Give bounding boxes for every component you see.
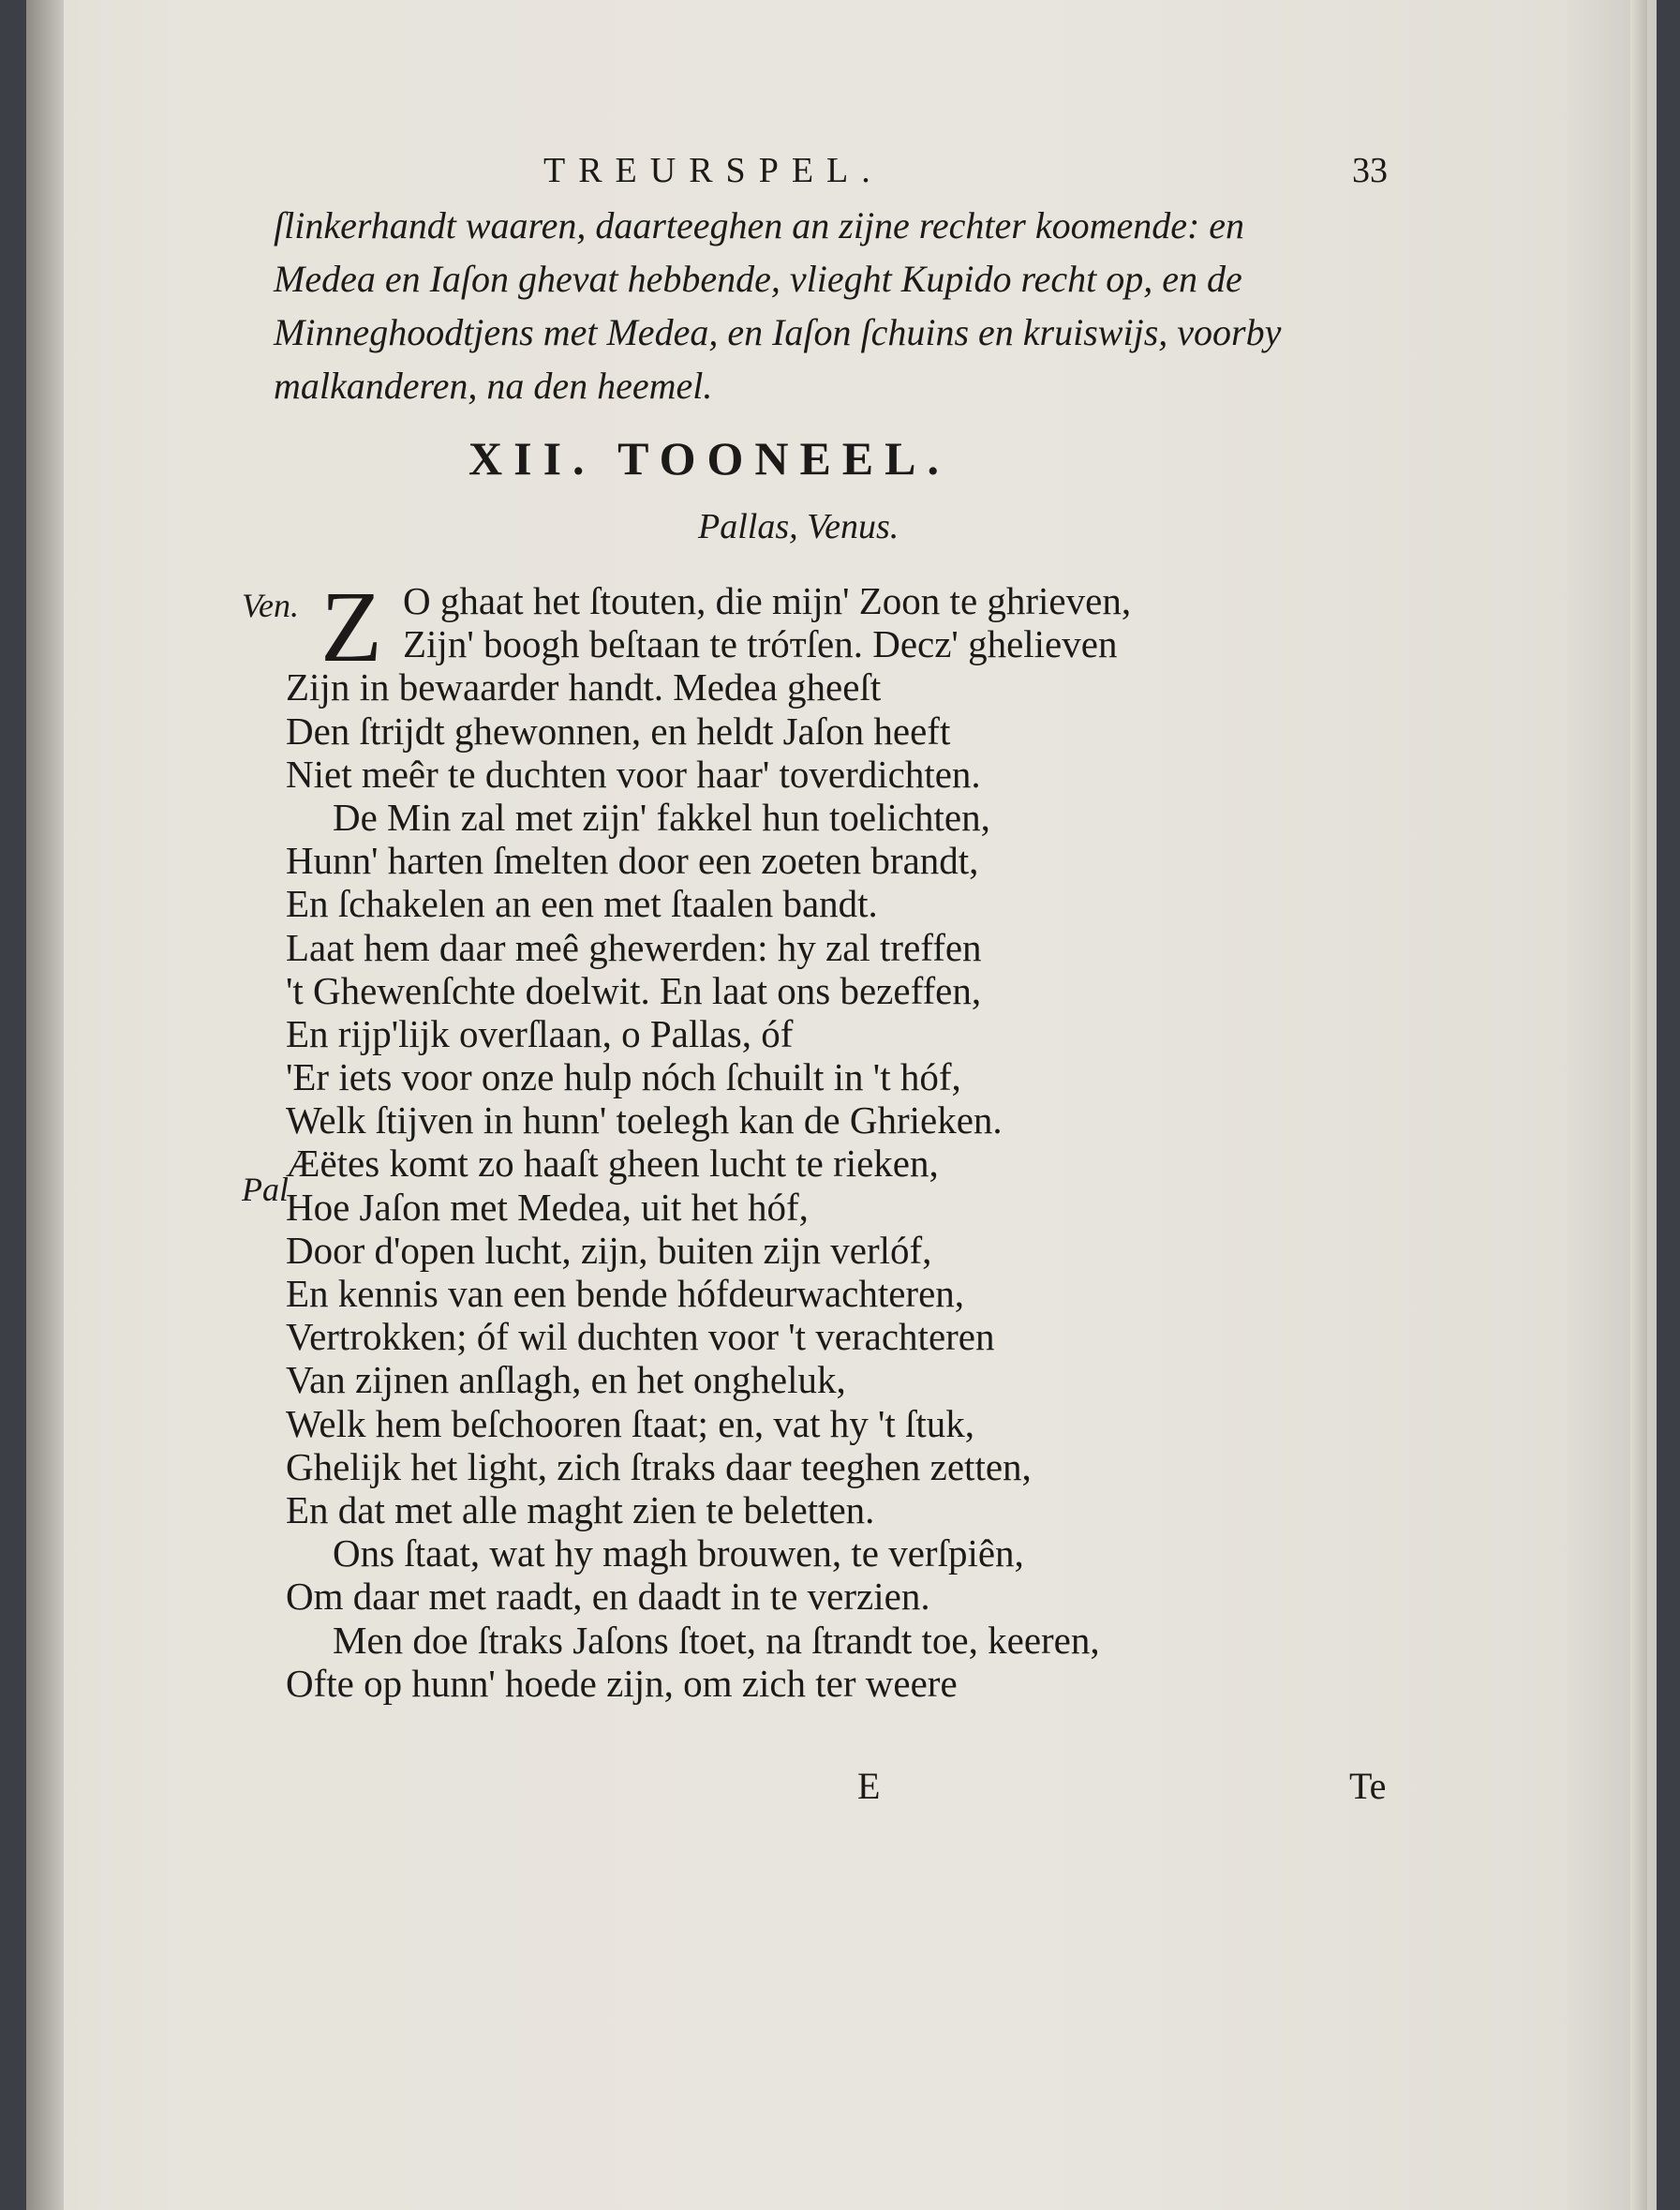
verse-line: Welk ſtijven in hunn' toelegh kan de Ghrieken. <box>286 1098 1003 1142</box>
verse-line: 'Er iets voor onze hulp nóch ſchuilt in 't hóf, <box>286 1055 961 1099</box>
verse-line: Æëtes komt zo haaſt gheen lucht te rieken, <box>286 1142 939 1186</box>
verse-line: Den ſtrijdt ghewonnen, en heldt Jaſon heeft <box>286 709 951 753</box>
page-number: 33 <box>1352 151 1388 190</box>
stage-direction <box>274 199 1281 412</box>
stage-direction-line: Minneghoodtjens met Medea, en Iaſon ſchuins en kruiswijs, voorby <box>274 311 1282 353</box>
verse-line: Zijn in bewaarder handt. Medea gheeſt <box>286 665 882 709</box>
verse-line: Ofte op hunn' hoede zijn, om zich ter weere <box>286 1661 958 1705</box>
speaker-label-pallas: Pal. <box>242 1171 297 1208</box>
verse-line: En kennis van een bende hófdeurwachteren, <box>286 1272 965 1315</box>
page-edge <box>1630 0 1647 2210</box>
drop-cap: Z <box>320 572 382 683</box>
book-gutter <box>26 0 64 2210</box>
verse-line: Vertrokken; óf wil duchten voor 't verachteren <box>286 1315 995 1359</box>
verse-line: Zijn' boogh beſtaan te tróтſen. Decz' ghelieven <box>403 622 1118 666</box>
verse-line: Niet meêr te duchten voor haar' toverdichten. <box>286 752 981 796</box>
verse-line: Hunn' harten ſmelten door een zoeten brandt, <box>286 839 979 883</box>
stage-direction-line: malkanderen, na den heemel. <box>274 365 713 407</box>
verse-line: Ons ſtaat, wat hy magh brouwen, te verſpiên, <box>333 1531 1024 1575</box>
verse-line: De Min zal met zijn' fakkel hun toelichten, <box>333 795 990 839</box>
catchword: Te <box>1349 1765 1387 1807</box>
verse-line: Ghelijk het light, zich ſtraks daar teeghen zetten, <box>286 1444 1032 1488</box>
verse-line: En dat met alle maght zien te beletten. <box>286 1487 875 1531</box>
verse-line: Van zijnen anſlagh, en het ongheluk, <box>286 1358 846 1402</box>
stage-direction-line: ſlinkerhandt waaren, daarteeghen an zijne rechter koomende: en <box>274 204 1245 246</box>
verse-line: Om daar met raadt, en daadt in te verzien. <box>286 1575 930 1619</box>
verse-line: Men doe ſtraks Jaſons ſtoet, na ſtrandt toe, keeren, <box>333 1618 1100 1662</box>
verse-line: En rijp'lijk overſlaan, o Pallas, óf <box>286 1011 794 1055</box>
verse-line: Welk hem beſchooren ſtaat; en, vat hy 't ſtuk, <box>286 1401 975 1445</box>
verse-line: Laat hem daar meê ghewerden: hy zal treffen <box>286 925 982 969</box>
verse-line: 't Ghewenſchte doelwit. En laat ons bezeffen, <box>286 968 982 1012</box>
scene-title: XII. TOONEEL. <box>468 432 951 485</box>
running-head: TREURSPEL. <box>543 151 884 190</box>
verse-block <box>286 572 1132 1705</box>
verse-line: O ghaat het ſtouten, die mijn' Zoon te ghrieven, <box>403 579 1132 622</box>
signature-mark: E <box>857 1765 881 1807</box>
verse-line: Hoe Jaſon met Medea, uit het hóf, <box>286 1185 809 1229</box>
verse-line: Door d'open lucht, zijn, buiten zijn verlóf, <box>286 1228 932 1272</box>
speakers-list: Pallas, Venus. <box>698 507 899 546</box>
speaker-label-venus: Ven. <box>242 587 299 624</box>
stage-direction-line: Medea en Iaſon ghevat hebbende, vlieght Kupido recht op, en de <box>274 258 1242 300</box>
verse-line: En ſchakelen an een met ſtaalen bandt. <box>286 882 878 926</box>
